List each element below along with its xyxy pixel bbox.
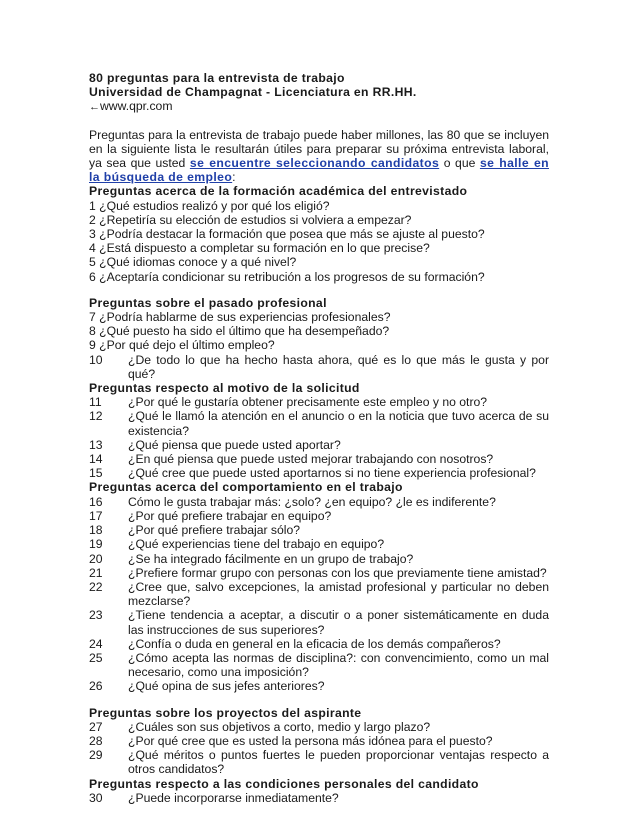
link-seleccionando-candidatos[interactable]: se encuentre seleccionando candidatos	[189, 156, 440, 171]
question-number: 24	[89, 636, 103, 651]
section	[89, 296, 549, 381]
question-item	[89, 395, 549, 409]
question-text: ¿Qué cree que puede usted aportarnos si no tiene experiencia profesional?	[128, 466, 536, 481]
document-page	[89, 71, 549, 805]
question-number: 5	[89, 255, 96, 270]
question-number: 13	[89, 437, 103, 452]
question-number: 3	[89, 227, 96, 242]
question-item	[89, 720, 549, 734]
question-number: 20	[89, 551, 103, 566]
question-text: ¿Está dispuesto a completar su formación en lo que precise?	[99, 241, 430, 256]
question-item	[89, 438, 549, 452]
question-number: 23	[89, 608, 103, 623]
question-item	[89, 679, 549, 693]
section-heading: Preguntas respecto a las condiciones personales del candidato	[89, 776, 479, 791]
question-text: ¿Qué puesto ha sido el último que ha desempeñado?	[99, 324, 390, 339]
question-text: ¿Confía o duda en general en la eficacia de los demás compañeros?	[128, 636, 501, 651]
question-item	[89, 310, 549, 324]
question-number: 21	[89, 565, 103, 580]
question-number: 9	[89, 338, 96, 353]
question-item	[89, 324, 549, 338]
question-number: 25	[89, 650, 103, 665]
question-item	[89, 509, 549, 523]
question-text: ¿Podría destacar la formación que posea que más se ajuste al puesto?	[99, 227, 485, 242]
link-busqueda-de-empleo[interactable]: se halle en la búsqueda de empleo	[89, 156, 549, 185]
question-text: ¿Qué méritos o puntos fuertes le pueden proporcionar ventajas respecto a otros candidatos?	[128, 748, 549, 777]
question-number: 2	[89, 212, 96, 227]
question-number: 22	[89, 579, 103, 594]
document-title: 80 preguntas para la entrevista de trabajo	[89, 71, 345, 85]
question-number: 19	[89, 537, 103, 552]
question-text: ¿Prefiere formar grupo con personas con los que previamente tiene amistad?	[128, 565, 547, 580]
section-heading: Preguntas acerca del comportamiento en el trabajo	[89, 480, 403, 495]
question-item	[89, 241, 549, 255]
question-text: ¿Por qué dejo el último empleo?	[99, 338, 275, 353]
question-number: 14	[89, 452, 103, 467]
question-text: ¿Cree que, salvo excepciones, la amistad profesional y particular no deben mezclarse?	[128, 579, 549, 609]
question-text: ¿Tiene tendencia a aceptar, a discutir o a poner sistemáticamente en duda las instrucciones de sus superiores?	[128, 608, 549, 637]
question-number: 6	[89, 269, 96, 284]
question-number: 11	[89, 395, 102, 410]
arrow-left-icon: ←	[89, 101, 100, 114]
question-item	[89, 452, 549, 466]
document-subtitle: Universidad de Champagnat - Licenciatura en RR.HH.	[89, 85, 417, 100]
question-item	[89, 552, 549, 566]
question-number: 27	[89, 719, 103, 734]
question-text: ¿De todo lo que ha hecho hasta ahora, qué es lo que más le gusta y por qué?	[128, 352, 549, 381]
question-text: ¿Por qué prefiere trabajar en equipo?	[128, 508, 332, 523]
question-item	[89, 566, 549, 580]
question-item	[89, 338, 549, 352]
question-item	[89, 353, 549, 381]
question-item	[89, 409, 549, 437]
question-text: ¿Repetiría su elección de estudios si volviera a empezar?	[99, 212, 412, 227]
section-heading: Preguntas sobre los proyectos del aspirante	[89, 705, 362, 720]
question-item	[89, 537, 549, 551]
question-text: ¿Qué opina de sus jefes anteriores?	[128, 679, 325, 694]
question-item	[89, 791, 549, 805]
question-number: 15	[89, 466, 103, 481]
question-sections	[89, 184, 549, 805]
question-number: 1	[89, 198, 96, 213]
question-text: ¿Se ha integrado fácilmente en un grupo de trabajo?	[128, 551, 414, 566]
question-item	[89, 608, 549, 636]
question-number: 30	[89, 790, 103, 805]
question-text: ¿Qué idiomas conoce y a qué nivel?	[99, 255, 297, 270]
question-text: ¿Podría hablarme de sus experiencias profesionales?	[99, 310, 391, 325]
question-item	[89, 734, 549, 748]
question-text: ¿Cuáles son sus objetivos a corto, medio y largo plazo?	[128, 719, 431, 734]
intro-text-middle: o que	[439, 156, 480, 171]
question-item	[89, 637, 549, 651]
section	[89, 777, 549, 805]
question-item	[89, 580, 549, 608]
question-item	[89, 199, 549, 213]
section	[89, 381, 549, 480]
section	[89, 184, 549, 283]
question-number: 12	[89, 409, 103, 424]
question-item	[89, 213, 549, 227]
intro-text-end: :	[232, 170, 236, 185]
question-number: 29	[89, 748, 103, 763]
question-number: 8	[89, 324, 96, 339]
question-text: ¿Qué piensa que puede usted aportar?	[128, 437, 341, 452]
section	[89, 706, 549, 777]
question-text: ¿Qué estudios realizó y por qué los eligió?	[99, 198, 330, 213]
question-item	[89, 255, 549, 269]
question-text: ¿Por qué le gustaría obtener precisamente este empleo y no otro?	[128, 395, 488, 410]
question-number: 7	[89, 310, 96, 325]
source-url[interactable]: www.qpr.com	[100, 99, 173, 114]
question-text: Cómo le gusta trabajar más: ¿solo? ¿en equipo? ¿le es indiferente?	[128, 494, 496, 509]
question-item	[89, 227, 549, 241]
question-text: ¿Puede incorporarse inmediatamente?	[128, 790, 339, 805]
question-text: ¿Qué le llamó la atención en el anuncio o en la noticia que tuvo acerca de su existencia?	[128, 409, 549, 438]
question-text: ¿Por qué cree que es usted la persona más idónea para el puesto?	[128, 733, 493, 748]
section-heading: Preguntas sobre el pasado profesional	[89, 295, 327, 310]
question-item	[89, 651, 549, 679]
source-url-line	[89, 99, 549, 114]
question-text: ¿Aceptaría condicionar su retribución a los progresos de su formación?	[99, 269, 485, 284]
question-number: 28	[89, 733, 103, 748]
question-text: ¿En qué piensa que puede usted mejorar trabajando con nosotros?	[128, 452, 494, 467]
question-text: ¿Por qué prefiere trabajar sólo?	[128, 523, 301, 538]
section	[89, 480, 549, 693]
intro-text-start: Preguntas para la entrevista de trabajo puede haber millones, las 80 que se incluyen en la siguiente lista le resultarán útiles para preparar su próxima entrevista laboral, ya sea que usted	[89, 127, 549, 171]
question-text: ¿Cómo acepta las normas de disciplina?: con convencimiento, como un mal necesario, como una imposición?	[128, 650, 549, 680]
question-text: ¿Qué experiencias tiene del trabajo en equipo?	[128, 537, 385, 552]
question-number: 4	[89, 241, 96, 256]
question-number: 18	[89, 523, 103, 538]
question-number: 10	[89, 352, 103, 367]
question-number: 17	[89, 508, 103, 523]
question-number: 16	[89, 494, 103, 509]
question-item	[89, 495, 549, 509]
section-heading: Preguntas respecto al motivo de la solicitud	[89, 381, 360, 396]
question-item	[89, 523, 549, 537]
question-number: 26	[89, 679, 103, 694]
question-item	[89, 748, 549, 776]
section-heading: Preguntas acerca de la formación académica del entrevistado	[89, 184, 468, 199]
intro-paragraph	[89, 128, 549, 185]
question-item	[89, 466, 549, 480]
question-item	[89, 270, 549, 284]
